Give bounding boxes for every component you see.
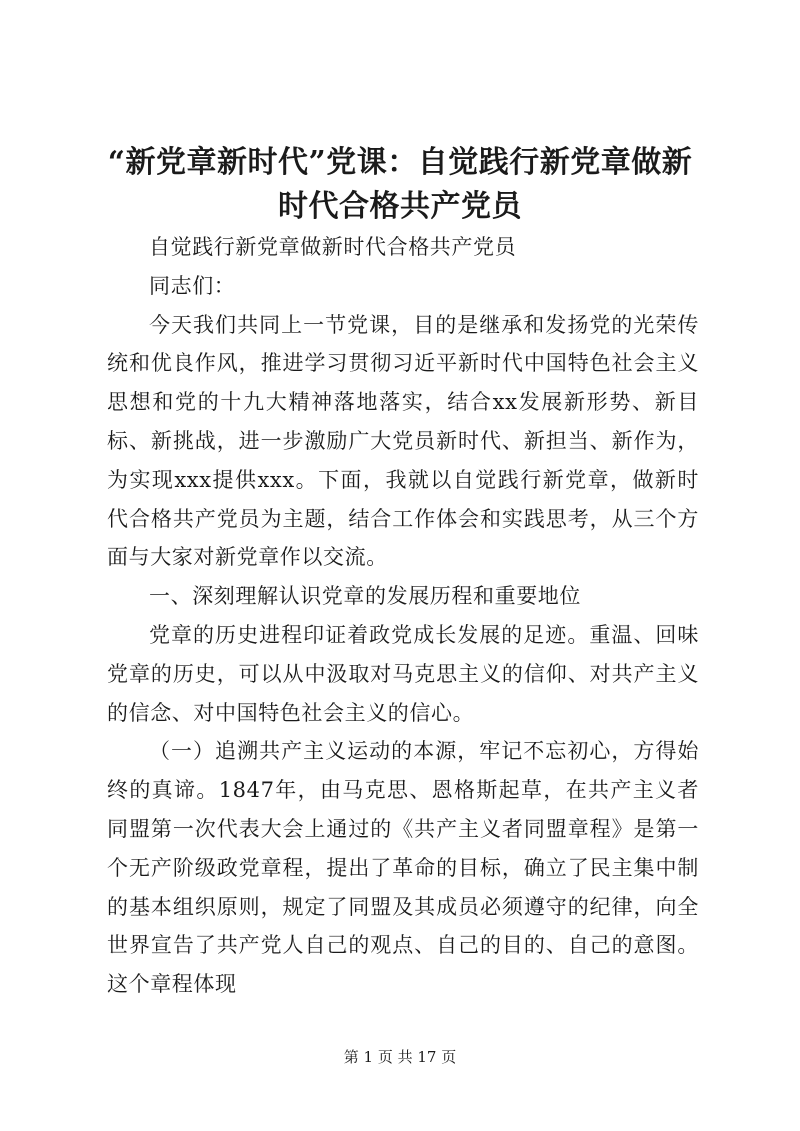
document-body xyxy=(107,228,699,1004)
body-paragraph: 党章的历史进程印证着政党成长发展的足迹。重温、回味党章的历史，可以从中汲取对马克思主义的信仰、对共产主义的信念、对中国特色社会主义的信心。 xyxy=(107,622,699,725)
section-heading: 一、深刻理解认识党章的发展历程和重要地位 xyxy=(149,584,581,609)
page-footer: 第 1 页 共 17 页 xyxy=(343,1048,457,1066)
document-title: “新党章新时代”党课：自觉践行新党章做新时代合格共产党员 xyxy=(107,145,693,224)
intro-paragraph: 今天我们共同上一节党课，目的是继承和发扬党的光荣传统和优良作风，推进学习贯彻习近平新时代中国特色社会主义思想和党的十九大精神落地落实，结合xx发展新形势、新目标、新挑战，进一步激励广大党员新时代、新担当、新作为，为实现xxx提供xxx。下面，我就以自觉践行新党章，做新时代合格共产党员为主题，结合工作体会和实践思考，从三个方面与大家对新党章作以交流。 xyxy=(107,312,699,570)
salutation-paragraph: 同志们： xyxy=(149,273,236,298)
subtitle-paragraph: 自觉践行新党章做新时代合格共产党员 xyxy=(149,235,517,259)
body-paragraph: （一）追溯共产主义运动的本源，牢记不忘初心，方得始终的真谛。1847年，由马克思、恩格斯起草，在共产主义者同盟第一次代表大会上通过的《共产主义者同盟章程》是第一个无产阶级政党章程，提出了革命的目标，确立了民主集中制的基本组织原则，规定了同盟及其成员必须遵守的纪律，向全世界宣告了共产党人自己的观点、自己的目的、自己的意图。这个章程体现 xyxy=(107,739,699,997)
